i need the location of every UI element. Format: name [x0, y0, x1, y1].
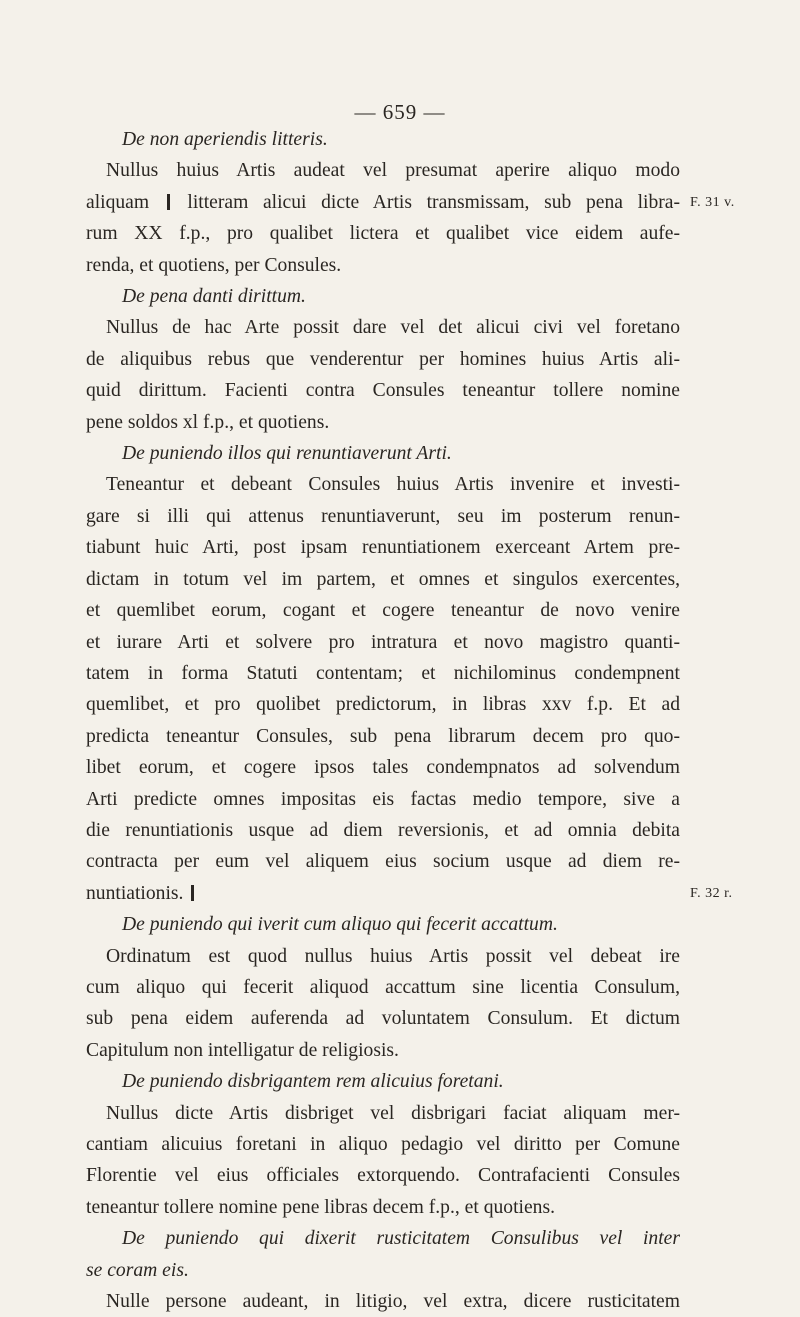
text-line: contracta per eum vel aliquem eius socium usque ad diem re-	[86, 851, 680, 873]
text-line: dictam in totum vel im partem, et omnes et singulos exercentes,	[86, 568, 680, 590]
page-number: — 659 —	[354, 100, 446, 124]
text-line: libet eorum, et cogere ipsos tales condempnatos ad solvendum	[86, 757, 680, 779]
text-line: Arti predicte omnes impositas eis factas medio tempore, sive a	[86, 788, 680, 810]
text-line: Nullus dicte Artis disbriget vel disbrigari faciat aliquam mer-	[106, 1102, 680, 1124]
section-heading: se coram eis.	[86, 1259, 189, 1281]
text-line: Nullus de hac Arte possit dare vel det alicui civi vel foretano	[106, 317, 680, 339]
text-line: de aliquibus rebus que venderentur per homines huius Artis ali-	[86, 348, 680, 370]
text-line: Florentie vel eius officiales extorquendo. Contrafacienti Consules	[86, 1165, 680, 1187]
text-line: et quemlibet eorum, cogant et cogere teneantur de novo venire	[86, 600, 680, 622]
text-line: tatem in forma Statuti contentam; et nichilominus condempnent	[86, 662, 680, 684]
text-line: tiabunt huic Arti, post ipsam renuntiationem exerceant Artem pre-	[86, 537, 680, 559]
text-line: quid dirittum. Facienti contra Consules teneantur tollere nomine	[86, 380, 680, 402]
text-line: Ordinatum est quod nullus huius Artis possit vel debeat ire	[106, 945, 680, 967]
section-heading: De puniendo qui dixerit rusticitatem Consulibus vel inter	[122, 1228, 680, 1250]
section-heading: De puniendo disbrigantem rem alicuius foretani.	[122, 1071, 504, 1093]
text-body	[86, 124, 680, 1317]
text-line: et iurare Arti et solvere pro intratura et novo magistro quanti-	[86, 631, 680, 653]
text-line: Capitulum non intelligatur de religiosis.	[86, 1039, 399, 1061]
text-line: cantiam alicuius foretani in aliquo pedagio vel diritto per Comune	[86, 1134, 680, 1155]
section-heading: De non aperiendis litteris.	[122, 129, 328, 150]
text-line: rum XX f.p., pro qualibet lictera et qualibet vice eidem aufe-	[86, 223, 680, 245]
text-line: renda, et quotiens, per Consules.	[86, 254, 342, 276]
text-line: predicta teneantur Consules, sub pena librarum decem pro quo-	[86, 725, 680, 747]
text-line: pene soldos xl f.p., et quotiens.	[86, 411, 330, 433]
text-line: sub pena eidem auferenda ad voluntatem Consulum. Et dictum	[86, 1008, 680, 1030]
text-line: quemlibet, et pro quolibet predictorum, in libras xxv f.p. Et ad	[86, 694, 680, 716]
text-line: Nullus huius Artis audeat vel presumat aperire aliquo modo	[106, 160, 680, 182]
text-line: aliquam litteram alicui dicte Artis transmissam, sub pena libra-	[86, 191, 681, 213]
folio-break-mark	[191, 885, 194, 901]
text-line: Teneantur et debeant Consules huius Artis invenire et investi-	[106, 474, 680, 496]
text-line: cum aliquo qui fecerit aliquod accattum sine licentia Consulum,	[86, 976, 680, 998]
section-heading: De puniendo illos qui renuntiaverunt Arti.	[122, 443, 452, 465]
text-line: gare si illi qui attenus renuntiaverunt, seu im posterum renun-	[86, 505, 680, 527]
text-line: nuntiationis.	[86, 878, 680, 909]
marginal-folio-note: F. 31 v.	[690, 194, 735, 210]
marginal-folio-note: F. 32 r.	[690, 885, 733, 901]
section-heading: De pena danti dirittum.	[122, 286, 306, 308]
folio-break-mark	[167, 194, 170, 210]
section-heading: De puniendo qui iverit cum aliquo qui fecerit accattum.	[122, 914, 558, 936]
text-line: die renuntiationis usque ad diem reversionis, et ad omnia debita	[86, 819, 680, 841]
text-line: Nulle persone audeant, in litigio, vel extra, dicere rusticitatem	[106, 1291, 680, 1313]
text-line: teneantur tollere nomine pene libras decem f.p., et quotiens.	[86, 1196, 555, 1218]
